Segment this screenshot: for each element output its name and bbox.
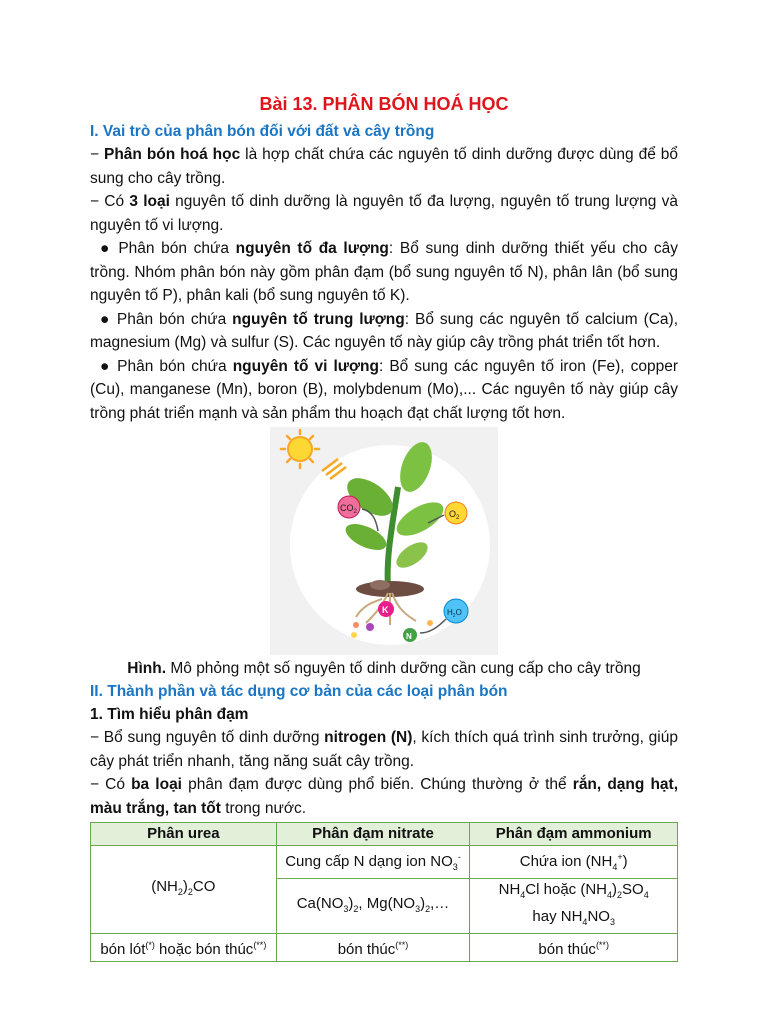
table-cell-urea-formula: $(NH_2)_2CO$	[91, 846, 277, 934]
bullet-item: ● Phân bón chứa nguyên tố đa lượng: Bổ sung dinh dưỡng thiết yếu cho cây trồng. Nhóm phân bón này gồm phân đạm (bổ sung nguyên tố N), phân lân (bổ sung nguyên tố P), phân kali (bổ sung nguyên tố K).	[90, 240, 678, 304]
table-cell: Cung cấp N dạng ion $NO_3^-$	[276, 846, 470, 879]
figure-caption: Hình. Mô phỏng một số nguyên tố dinh dưỡng cần cung cấp cho cây trồng	[127, 660, 641, 677]
section-heading-2: II. Thành phần và tác dụng cơ bản của các loại phân bón	[90, 683, 508, 700]
nitrogen-fertilizer-table	[90, 822, 678, 962]
table-cell: $NH_4Cl$ hoặc $(NH_4)_2SO_4$ hay $NH_4NO_3$	[470, 879, 678, 934]
document-page	[90, 88, 678, 962]
table-row	[91, 846, 678, 879]
table-cell: Chứa ion $(NH_4^+)$	[470, 846, 678, 879]
svg-text:H2O: $H_2O$	[447, 608, 462, 619]
table-row	[91, 934, 678, 962]
paragraph: − Có 3 loại nguyên tố dinh dưỡng là nguyên tố đa lượng, nguyên tố trung lượng và nguyên tố vi lượng.	[90, 193, 678, 234]
bullet-item: ● Phân bón chứa nguyên tố trung lượng: Bổ sung các nguyên tố calcium (Ca), magnesium (Mg) và sulfur (S). Các nguyên tố này giúp cây trồng phát triển tốt hơn.	[90, 310, 679, 351]
svg-text:N: N	[406, 632, 412, 641]
subsection-heading: 1. Tìm hiểu phân đạm	[90, 706, 249, 723]
table-cell: $Ca(NO_3)_2$, $Mg(NO_3)_2,\dots$	[276, 879, 470, 934]
table-cell: bón thúc(**)	[276, 934, 470, 962]
svg-text:CO2: $CO_2$	[340, 503, 357, 515]
table-header: Phân đạm ammonium	[470, 823, 678, 846]
paragraph: − Có ba loại phân đạm được dùng phổ biến. Chúng thường ở thể rắn, dạng hạt, màu trắng, tan tốt trong nước.	[90, 776, 679, 817]
table-header: Phân urea	[91, 823, 277, 846]
page-title: Bài 13. PHÂN BÓN HOÁ HỌC	[259, 94, 509, 114]
paragraph: − Bổ sung nguyên tố dinh dưỡng nitrogen (N), kích thích quá trình sinh trưởng, giúp cây phát triển nhanh, tăng năng suất cây trồng.	[90, 729, 678, 770]
section-heading-1: I. Vai trò của phân bón đối với đất và cây trồng	[90, 123, 435, 140]
svg-text:K: K	[382, 605, 389, 615]
table-header: Phân đạm nitrate	[276, 823, 470, 846]
bullet-item: ● Phân bón chứa nguyên tố vi lượng: Bổ sung các nguyên tố iron (Fe), copper (Cu), manganese (Mn), boron (B), molybdenum (Mo),... Các nguyên tố này giúp cây trồng phát triển mạnh và sản phẩm thu hoạch đạt chất lượng tốt hơn.	[90, 357, 679, 422]
paragraph: − Phân bón hoá học là hợp chất chứa các nguyên tố dinh dưỡng được dùng để bổ sung cho cây trồng.	[90, 146, 678, 187]
svg-text:O2: $O_2$	[449, 509, 460, 521]
plant-nutrient-illustration	[270, 427, 498, 655]
table-cell: bón lót(*) hoặc bón thúc(**)	[91, 934, 277, 962]
table-header-row	[91, 823, 678, 846]
table-cell: bón thúc(**)	[470, 934, 678, 962]
